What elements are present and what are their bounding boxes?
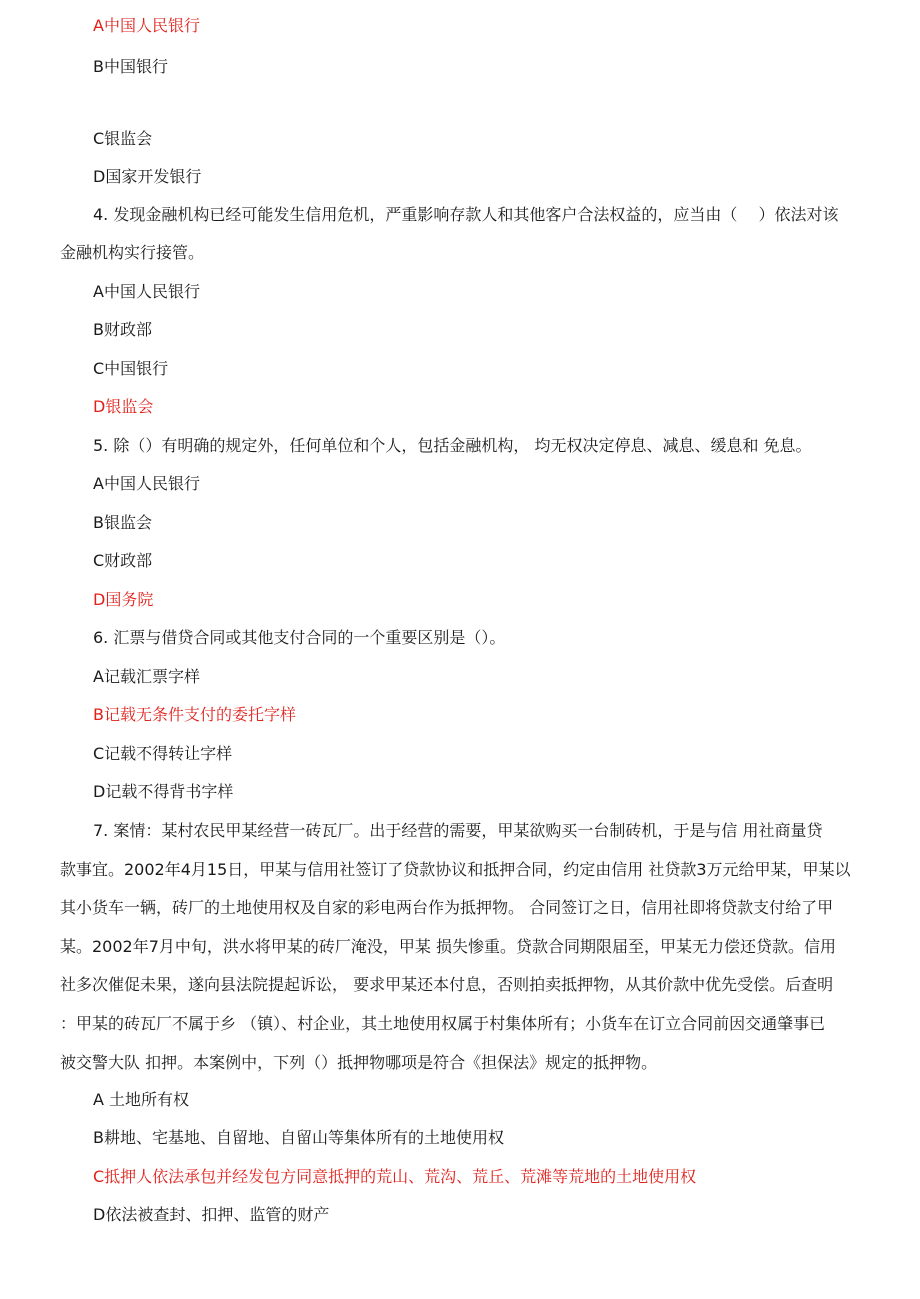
q4-stem-line2: 金融机构实行接管。 [60, 243, 205, 262]
q4-option-d: D银监会 [93, 397, 154, 416]
q7-case-paragraph [60, 821, 860, 1091]
q3-option-d: D国家开发银行 [93, 167, 202, 186]
q3-option-a: A中国人民银行 [93, 16, 200, 35]
q7-line: 被交警大队 扣押。本案例中，下列（）抵押物哪项是符合《担保法》规定的抵押物。 [60, 1052, 658, 1072]
q7-line: 社多次催促未果，遂向县法院提起诉讼， 要求甲某还本付息，否则拍卖抵押物，从其价款中优先受偿。后查明 [60, 975, 834, 995]
q5-option-d: D国务院 [93, 590, 154, 609]
q6-option-c: C记载不得转让字样 [93, 744, 233, 763]
q7-line: 款事宜。2002年4月15日，甲某与信用社签订了贷款协议和抵押合同，约定由信用 社贷款3万元给甲某，甲某以 [60, 859, 851, 879]
q3-option-c: C银监会 [93, 129, 153, 148]
q7-line: ：甲某的砖瓦厂不属于乡 （镇）、村企业，其土地使用权属于村集体所有；小货车在订立合同前因交通肇事已 [60, 1013, 826, 1033]
q6-option-a: A记载汇票字样 [93, 667, 200, 686]
q7-option-a: A 土地所有权 [93, 1090, 190, 1109]
q4-option-a: A中国人民银行 [93, 282, 200, 301]
q7-line: 7. 案情：某村农民甲某经营一砖瓦厂。出于经营的需要，甲某欲购买一台制砖机，于是与信 用社商量贷 [93, 821, 823, 840]
q4-stem-line1: 4. 发现金融机构已经可能发生信用危机，严重影响存款人和其他客户合法权益的，应当由（ ）依法对该 [93, 205, 839, 224]
q5-option-b: B银监会 [93, 513, 152, 532]
q4-option-b: B财政部 [93, 320, 152, 339]
q7-line: 其小货车一辆，砖厂的土地使用权及自家的彩电两台作为抵押物。 合同签订之日，信用社即将贷款支付给了甲 [60, 898, 834, 918]
q4-option-c: C中国银行 [93, 359, 169, 378]
q6-option-b: B记载无条件支付的委托字样 [93, 705, 296, 724]
q3-option-b: B中国银行 [93, 57, 168, 76]
q5-stem: 5. 除（）有明确的规定外，任何单位和个人，包括金融机构， 均无权决定停息、减息、缓息和 免息。 [93, 436, 812, 455]
q5-option-c: C财政部 [93, 551, 153, 570]
q7-option-d: D依法被查封、扣押、监管的财产 [93, 1205, 330, 1224]
q7-option-c: C抵押人依法承包并经发包方同意抵押的荒山、荒沟、荒丘、荒滩等荒地的土地使用权 [93, 1167, 697, 1186]
q6-option-d: D记载不得背书字样 [93, 782, 234, 801]
q7-option-b: B耕地、宅基地、自留地、自留山等集体所有的土地使用权 [93, 1128, 504, 1147]
q6-stem: 6. 汇票与借贷合同或其他支付合同的一个重要区别是（）。 [93, 628, 506, 647]
q7-line: 某。2002年7月中旬，洪水将甲某的砖厂淹没，甲某 损失惨重。贷款合同期限届至，甲某无力偿还贷款。信用 [60, 936, 836, 956]
q5-option-a: A中国人民银行 [93, 474, 200, 493]
